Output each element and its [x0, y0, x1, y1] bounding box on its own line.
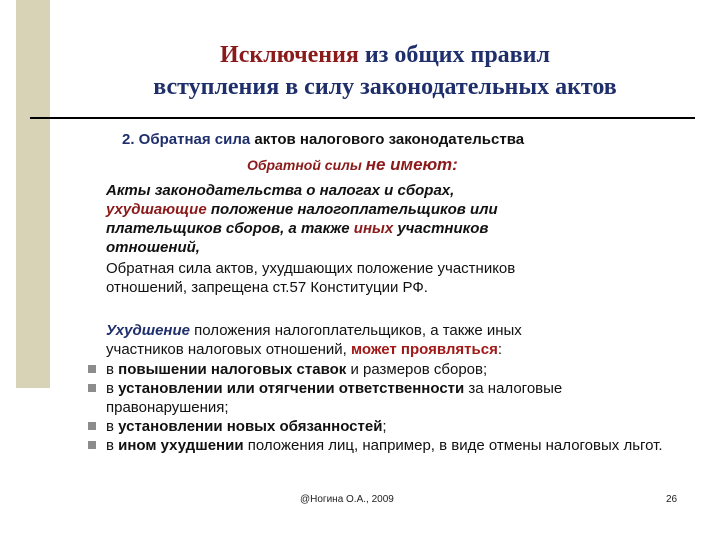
para1-other: иных [353, 220, 394, 237]
subtitle-rest: актов налогового законодательства [250, 131, 525, 148]
bullet-post: за налоговые правонарушения; [106, 380, 563, 416]
title-word-general-rules: общих правил [394, 42, 550, 68]
list-item [88, 436, 688, 455]
bullet-bold: установлении новых обязанностей [118, 418, 383, 435]
paragraph-constitution [106, 259, 686, 297]
slide-title-line2: вступления в силу законодательных актов [153, 74, 617, 100]
bullet-post: и размеров сборов; [346, 361, 488, 378]
bullet-post: положения лиц, например, в виде отмены налоговых льгот. [243, 437, 663, 454]
para3-b: положения налогоплательщиков, а также иных [190, 322, 522, 339]
paragraph-acts [106, 181, 666, 257]
bullet-pre: в [106, 361, 119, 378]
page-number: 26 [666, 494, 678, 505]
title-word-exceptions: Исключения [220, 42, 359, 68]
no-force-part-a: Обратной силы [247, 157, 366, 173]
para2-line2: отношений, запрещена ст.57 Конституции РФ. [106, 279, 428, 296]
paragraph-worsening [106, 321, 686, 359]
para1-line4: отношений, [106, 239, 200, 256]
para2-line1: Обратная сила актов, ухудшающих положение участников [106, 260, 516, 277]
para3-c: участников налоговых отношений, [106, 341, 351, 358]
para3-worsening-word: Ухудшение [106, 322, 190, 339]
bullet-square-icon [88, 365, 96, 373]
bullet-square-icon [88, 422, 96, 430]
para3-colon: : [497, 341, 502, 358]
bullet-bold: повышении налоговых ставок [118, 361, 347, 378]
footer-copyright: @Ногина О.А., 2009 [300, 494, 394, 505]
para1-line2 [106, 200, 666, 219]
para1-line3-c: участников [393, 220, 489, 237]
bullet-pre: в [106, 380, 119, 397]
title-word-from: из [358, 42, 395, 68]
bullet-bold: установлении или отягчении ответственности [118, 380, 465, 397]
decorative-left-bar [16, 0, 50, 388]
slide-title-line1 [60, 40, 710, 70]
para3-may-appear: может проявляться [350, 341, 498, 358]
para1-line3 [106, 219, 666, 238]
title-divider [30, 117, 695, 119]
para1-line3-a: плательщиков сборов, а также [106, 220, 354, 237]
bullet-pre: в [106, 437, 119, 454]
bullet-bold: ином ухудшении [118, 437, 244, 454]
bullet-square-icon [88, 441, 96, 449]
subtitle-number: 2. Обратная сила [122, 131, 251, 148]
worsening-forms-list [88, 360, 688, 455]
list-item [88, 379, 688, 417]
no-retroactive-heading [247, 155, 458, 175]
section-subtitle [122, 131, 524, 148]
bullet-pre: в [106, 418, 119, 435]
para1-line2-rest: положение налогоплательщиков или [206, 201, 498, 218]
para1-worsening: ухудшающие [106, 201, 207, 218]
bullet-square-icon [88, 384, 96, 392]
para1-line1: Акты законодательства о налогах и сборах, [106, 182, 455, 199]
list-item [88, 360, 688, 379]
bullet-post: ; [382, 418, 387, 435]
no-force-part-b: не имеют: [365, 155, 458, 174]
list-item [88, 417, 688, 436]
